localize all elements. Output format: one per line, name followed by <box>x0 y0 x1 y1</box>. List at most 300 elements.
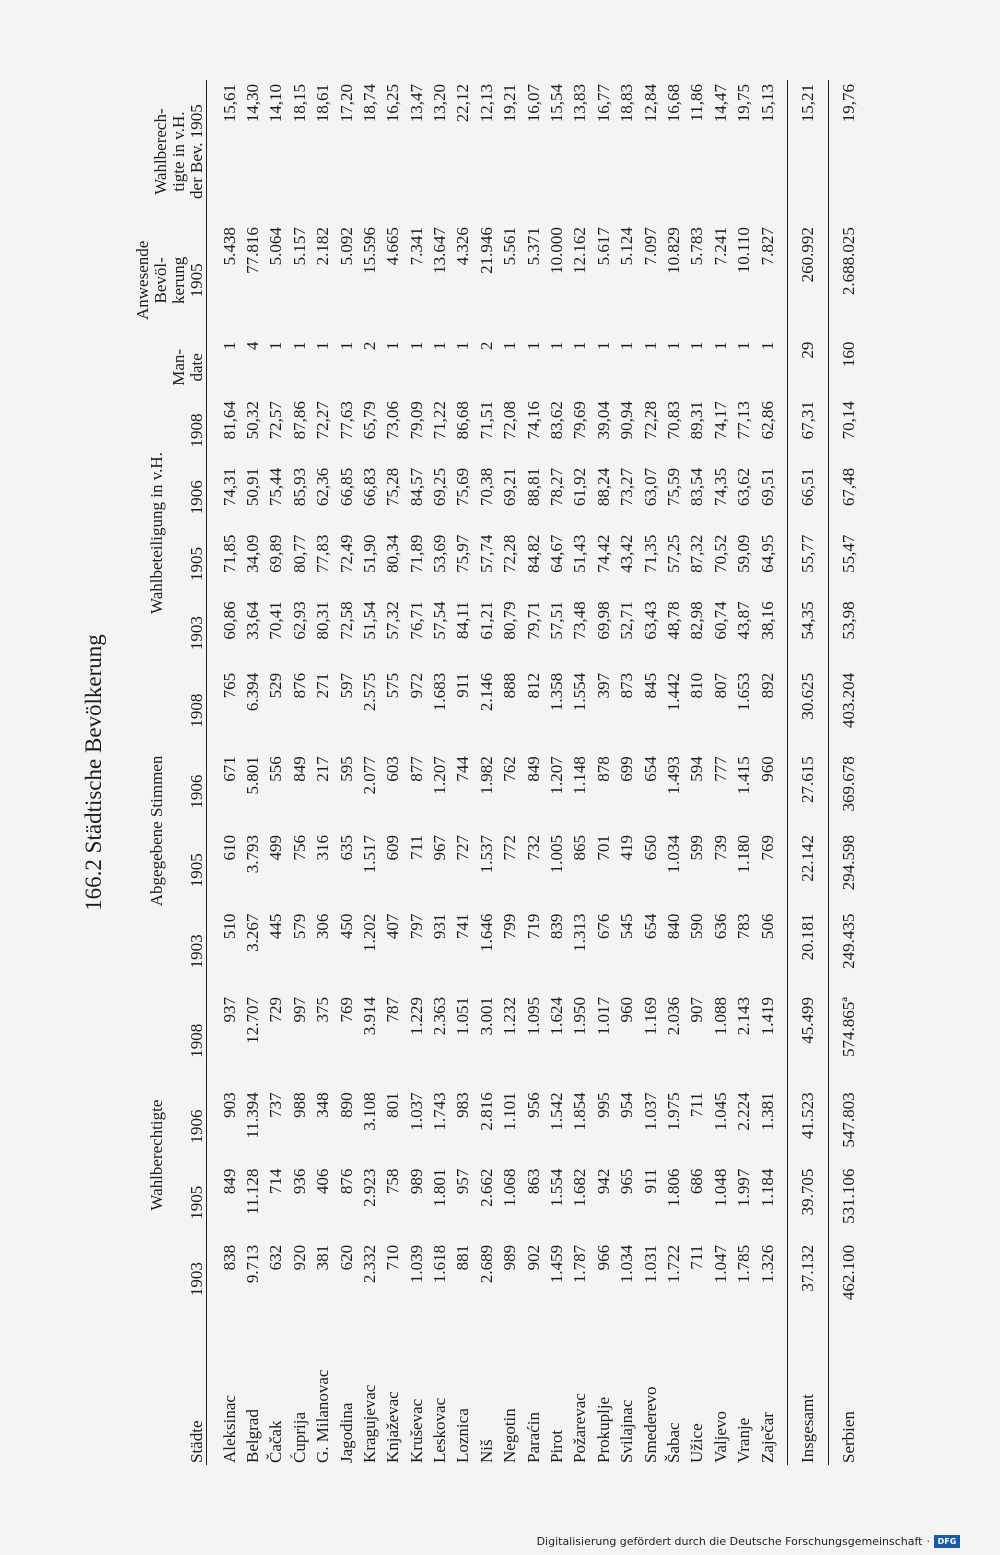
footer-separator: · <box>926 1535 930 1548</box>
wahlberechtigte-cell: 965 <box>617 1168 637 1195</box>
bevoelkerung-cell: 5.561 <box>500 227 520 266</box>
wahlberechtigte-cell: 787 <box>383 997 403 1023</box>
wahlberech-pct-cell: 18,83 <box>617 84 637 123</box>
beteiligung-cell: 62,36 <box>313 467 333 507</box>
wahlberech-pct-cell: 11,86 <box>687 84 707 122</box>
city-name: Pirot <box>547 1429 567 1463</box>
bevoelkerung-cell: 2.688.025 <box>839 227 859 296</box>
wahlberechtigte-cell: 903 <box>219 1092 239 1118</box>
stimmen-cell: 849 <box>523 756 543 782</box>
city-name: Aleksinac <box>219 1395 239 1463</box>
stimmen-cell: 3.267 <box>242 913 262 952</box>
wahlberechtigte-cell: 711 <box>687 1092 707 1118</box>
city-name: Knjaževac <box>383 1391 403 1463</box>
beteiligung-cell: 60,86 <box>219 601 239 640</box>
stimmen-cell: 765 <box>219 672 239 699</box>
wahlberechtigte-cell: 729 <box>266 997 286 1023</box>
beteiligung-cell: 33,64 <box>242 601 262 640</box>
beteiligung-cell: 70,52 <box>710 534 730 573</box>
beteiligung-cell: 51,54 <box>359 601 379 640</box>
stimmen-cell: 839 <box>547 913 567 940</box>
wahlberechtigte-cell: 954 <box>617 1092 637 1118</box>
beteiligung-cell: 74,42 <box>593 534 613 573</box>
wahlberechtigte-cell: 1.997 <box>734 1168 754 1207</box>
year-s-1903: 1903 <box>186 934 206 969</box>
bevoelkerung-cell: 7.341 <box>406 227 426 266</box>
stimmen-cell: 22.142 <box>798 834 818 882</box>
wahlberechtigte-cell: 714 <box>266 1168 286 1195</box>
stimmen-cell: 873 <box>617 672 637 699</box>
wahlberechtigte-cell: 1.232 <box>500 997 520 1036</box>
stimmen-cell: 1.683 <box>430 672 450 712</box>
rotated-page <box>75 80 920 1465</box>
table-row <box>662 80 685 1465</box>
wahlberechtigte-cell: 2.036 <box>663 997 683 1036</box>
beteiligung-cell: 87,32 <box>687 534 707 573</box>
beteiligung-cell: 34,09 <box>242 534 262 573</box>
wahlberechtigte-cell: 11.394 <box>242 1092 262 1139</box>
table-row <box>592 80 615 1465</box>
header-abgegebene: Abgegebene Stimmen <box>146 755 166 907</box>
wahlberechtigte-cell: 1.542 <box>547 1092 567 1131</box>
stimmen-cell: 777 <box>710 756 730 782</box>
beteiligung-cell: 64,95 <box>757 534 777 573</box>
beteiligung-cell: 72,28 <box>500 534 520 573</box>
table-row <box>732 80 755 1465</box>
wahlberechtigte-cell: 1.037 <box>640 1092 660 1131</box>
beteiligung-cell: 75,97 <box>453 534 473 573</box>
wahlberechtigte-cell: 710 <box>383 1244 403 1271</box>
stimmen-cell: 877 <box>406 756 426 782</box>
wahlberechtigte-cell: 37.132 <box>798 1244 818 1292</box>
wahlberechtigte-cell: 920 <box>289 1244 309 1271</box>
stimmen-cell: 2.146 <box>476 672 496 712</box>
year-s-1905: 1905 <box>186 853 206 888</box>
wahlberech-pct-cell: 19,76 <box>839 84 859 123</box>
city-name: Čačak <box>266 1420 286 1463</box>
wahlberechtigte-cell: 1.068 <box>500 1168 520 1207</box>
beteiligung-cell: 59,09 <box>734 534 754 573</box>
header-wahlberech-pct <box>133 80 207 223</box>
stimmen-cell: 249.435 <box>839 913 859 969</box>
city-name: G. Milanovac <box>313 1369 333 1463</box>
mandate-cell: 1 <box>593 341 613 351</box>
city-name: Leskovac <box>430 1397 450 1463</box>
stimmen-cell: 769 <box>757 834 777 861</box>
beteiligung-cell: 69,98 <box>593 601 613 640</box>
wahlberechtigte-cell: 902 <box>523 1244 543 1271</box>
beteiligung-cell: 86,68 <box>453 401 473 440</box>
wahlberechtigte-cell: 1.682 <box>570 1168 590 1207</box>
beteiligung-cell: 88,81 <box>523 467 543 507</box>
stimmen-cell: 972 <box>406 672 426 699</box>
beteiligung-cell: 54,35 <box>798 601 818 640</box>
beteiligung-cell: 39,04 <box>593 401 613 440</box>
bevoelkerung-cell: 260.992 <box>798 227 818 283</box>
bevoelkerung-cell: 5.783 <box>687 227 707 266</box>
footer <box>537 1535 960 1548</box>
wahlberechtigte-cell: 1.051 <box>453 997 473 1036</box>
stimmen-cell: 810 <box>687 672 707 699</box>
wahlberechtigte-cell: 462.100 <box>839 1244 859 1301</box>
wahlberechtigte-cell: 2.923 <box>359 1168 379 1207</box>
wahlberechtigte-cell: 1.017 <box>593 997 613 1036</box>
beteiligung-cell: 74,16 <box>523 401 543 440</box>
header-mandate-l1: Man- <box>168 348 188 386</box>
stimmen-cell: 506 <box>757 913 777 940</box>
beteiligung-cell: 76,71 <box>406 601 426 640</box>
beteiligung-cell: 73,27 <box>617 467 637 507</box>
bevoelkerung-cell: 10.110 <box>734 227 754 274</box>
wahlberechtigte-cell: 1.854 <box>570 1092 590 1131</box>
stimmen-cell: 931 <box>430 913 450 940</box>
stimmen-cell: 1.415 <box>734 756 754 795</box>
city-name: Serbien <box>839 1411 859 1463</box>
stimmen-cell: 762 <box>500 756 520 782</box>
mandate-cell: 29 <box>798 341 818 359</box>
beteiligung-cell: 73,06 <box>383 401 403 440</box>
bevoelkerung-cell: 5.064 <box>266 227 286 266</box>
beteiligung-cell: 65,79 <box>359 401 379 440</box>
stimmen-cell: 636 <box>710 913 730 940</box>
stimmen-cell: 369.678 <box>839 756 859 812</box>
table-row <box>521 80 544 1465</box>
table-row <box>381 80 404 1465</box>
beteiligung-cell: 51,90 <box>359 534 379 573</box>
mandate-cell: 2 <box>476 341 496 351</box>
wahlberechtigte-cell: 1.801 <box>430 1168 450 1207</box>
stimmen-cell: 2.575 <box>359 672 379 712</box>
stimmen-cell: 1.493 <box>663 756 683 795</box>
stimmen-cell: 967 <box>430 834 450 861</box>
header-wahlbeteiligung: Wahlbeteiligung in v.H. <box>146 452 166 614</box>
header-wahlberech-l1: Wahlberech- <box>150 108 170 195</box>
beteiligung-cell: 61,21 <box>476 601 496 640</box>
beteiligung-cell: 67,31 <box>798 401 818 440</box>
beteiligung-cell: 72,57 <box>266 401 286 440</box>
beteiligung-cell: 80,79 <box>500 601 520 640</box>
beteiligung-cell: 51,43 <box>570 534 590 573</box>
year-p-1908: 1908 <box>186 413 206 448</box>
mandate-cell: 1 <box>383 341 403 351</box>
wahlberechtigte-cell: 1.722 <box>663 1244 683 1284</box>
year-w-1906: 1906 <box>186 1109 206 1144</box>
bevoelkerung-cell: 5.092 <box>336 227 356 266</box>
beteiligung-cell: 70,38 <box>476 467 496 507</box>
wahlberechtigte-cell: 1.624 <box>547 997 567 1036</box>
mandate-cell: 160 <box>839 341 859 368</box>
mandate-cell: 1 <box>687 341 707 351</box>
wahlberechtigte-cell: 2.363 <box>430 997 450 1036</box>
wahlberech-pct-cell: 16,07 <box>523 84 543 123</box>
wahlberechtigte-cell: 531.106 <box>839 1168 859 1224</box>
wahlberechtigte-cell: 960 <box>617 997 637 1023</box>
stimmen-cell: 756 <box>289 834 309 861</box>
wahlberechtigte-cell: 39.705 <box>798 1168 818 1216</box>
beteiligung-cell: 75,59 <box>663 467 683 507</box>
stimmen-cell: 5.801 <box>242 756 262 795</box>
beteiligung-cell: 69,51 <box>757 467 777 507</box>
stimmen-cell: 876 <box>289 672 309 699</box>
table-row <box>264 80 287 1465</box>
wahlberech-pct-cell: 14,30 <box>242 84 262 123</box>
stimmen-cell: 711 <box>406 834 426 860</box>
wahlberechtigte-cell: 983 <box>453 1092 473 1118</box>
wahlberechtigte-cell: 966 <box>593 1244 613 1271</box>
city-name: Zaječar <box>757 1412 777 1463</box>
mandate-cell: 1 <box>336 341 356 351</box>
wahlberechtigte-cell: 1.037 <box>406 1092 426 1131</box>
wahlberech-pct-cell: 13,83 <box>570 84 590 123</box>
wahlberechtigte-cell: 1.048 <box>710 1168 730 1207</box>
wahlberech-pct-cell: 15,61 <box>219 84 239 123</box>
wahlberechtigte-cell: 942 <box>593 1168 613 1195</box>
wahlberechtigte-cell: 989 <box>500 1244 520 1271</box>
wahlberechtigte-cell: 937 <box>219 997 239 1023</box>
wahlberech-pct-cell: 12,13 <box>476 84 496 123</box>
wahlberechtigte-cell: 1.326 <box>757 1244 777 1284</box>
wahlberech-pct-cell: 14,47 <box>710 84 730 123</box>
stimmen-cell: 772 <box>500 834 520 861</box>
mandate-cell: 4 <box>242 341 262 351</box>
header-wahlberech-l2: tigte in v.H. <box>168 111 188 192</box>
bevoelkerung-cell: 5.124 <box>617 227 637 266</box>
stimmen-cell: 960 <box>757 756 777 782</box>
wahlberech-pct-cell: 16,68 <box>663 84 683 123</box>
stimmen-cell: 719 <box>523 913 543 940</box>
beteiligung-cell: 80,77 <box>289 534 309 573</box>
stimmen-cell: 1.554 <box>570 672 590 712</box>
wahlberechtigte-cell: 1.047 <box>710 1244 730 1284</box>
stimmen-cell: 878 <box>593 756 613 782</box>
stimmen-cell: 744 <box>453 756 473 782</box>
stimmen-cell: 397 <box>593 672 613 699</box>
stimmen-cell: 610 <box>219 834 239 861</box>
beteiligung-cell: 89,31 <box>687 401 707 440</box>
stimmen-cell: 3.793 <box>242 834 262 874</box>
wahlberechtigte-cell: 1.169 <box>640 997 660 1036</box>
city-name: Insgesamt <box>798 1394 818 1463</box>
stimmen-cell: 845 <box>640 672 660 699</box>
beteiligung-cell: 71,51 <box>476 401 496 440</box>
wahlberechtigte-cell: 1.184 <box>757 1168 777 1207</box>
wahlberechtigte-cell: 1.743 <box>430 1092 450 1131</box>
wahlberechtigte-cell: 911 <box>640 1168 660 1194</box>
beteiligung-cell: 73,48 <box>570 601 590 640</box>
wahlberechtigte-cell: 995 <box>593 1092 613 1118</box>
mandate-cell: 1 <box>406 341 426 351</box>
wahlberechtigte-cell: 1.787 <box>570 1244 590 1284</box>
city-name: Požarevac <box>570 1393 590 1463</box>
beteiligung-cell: 80,31 <box>313 601 333 640</box>
stimmen-cell: 545 <box>617 913 637 940</box>
mandate-cell: 1 <box>289 341 309 351</box>
bevoelkerung-cell: 13.647 <box>430 227 450 274</box>
stimmen-cell: 595 <box>336 756 356 782</box>
table-row <box>288 80 311 1465</box>
table-row <box>755 80 787 1465</box>
beteiligung-cell: 48,78 <box>663 601 683 640</box>
beteiligung-cell: 60,74 <box>710 601 730 640</box>
beteiligung-cell: 71,22 <box>430 401 450 440</box>
beteiligung-cell: 72,27 <box>313 401 333 440</box>
dfg-logo: DFG <box>934 1535 960 1548</box>
beteiligung-cell: 75,69 <box>453 467 473 507</box>
table-row <box>709 80 732 1465</box>
beteiligung-cell: 77,63 <box>336 401 356 440</box>
beteiligung-cell: 53,98 <box>839 601 859 640</box>
mandate-cell: 1 <box>500 341 520 351</box>
year-s-1908: 1908 <box>186 693 206 728</box>
table-row <box>568 80 591 1465</box>
stimmen-cell: 635 <box>336 834 356 861</box>
wahlberechtigte-cell: 1.618 <box>430 1244 450 1284</box>
wahlberechtigte-cell: 1.459 <box>547 1244 567 1284</box>
stimmen-cell: 840 <box>663 913 683 940</box>
beteiligung-cell: 79,71 <box>523 601 543 640</box>
wahlberech-pct-cell: 12,84 <box>640 84 660 123</box>
header-anwesende <box>133 223 207 337</box>
beteiligung-cell: 63,07 <box>640 467 660 507</box>
mandate-cell: 1 <box>663 341 683 351</box>
table-row <box>311 80 334 1465</box>
wahlberechtigte-cell: 2.689 <box>476 1244 496 1284</box>
wahlberechtigte-cell: 758 <box>383 1168 403 1195</box>
mandate-cell: 1 <box>453 341 473 351</box>
table-container <box>133 80 920 1465</box>
beteiligung-cell: 55,77 <box>798 534 818 573</box>
wahlberechtigte-cell: 849 <box>219 1168 239 1195</box>
city-name: Kruševac <box>406 1398 426 1463</box>
year-p-1906: 1906 <box>186 480 206 515</box>
table-row <box>405 80 428 1465</box>
city-name: Smederevo <box>640 1386 660 1463</box>
stimmen-cell: 732 <box>523 834 543 861</box>
wahlberechtigte-cell: 956 <box>523 1092 543 1118</box>
stimmen-cell: 579 <box>289 913 309 940</box>
city-name: Negotin <box>500 1408 520 1463</box>
wahlberechtigte-cell: 957 <box>453 1168 473 1195</box>
beteiligung-cell: 71,85 <box>219 534 239 573</box>
table-row <box>475 80 498 1465</box>
mandate-cell: 1 <box>547 341 567 351</box>
city-name: Belgrad <box>242 1409 262 1463</box>
stimmen-cell: 812 <box>523 672 543 699</box>
page-title: 166.2 Städtische Bevölkerung <box>81 634 106 911</box>
beteiligung-cell: 75,44 <box>266 467 286 507</box>
beteiligung-cell: 72,08 <box>500 401 520 440</box>
wahlberechtigte-cell: 1.554 <box>547 1168 567 1207</box>
wahlberechtigte-cell: 1.039 <box>406 1244 426 1284</box>
stimmen-cell: 575 <box>383 672 403 699</box>
beteiligung-cell: 38,16 <box>757 601 777 640</box>
table-row <box>787 80 828 1465</box>
wahlberechtigte-cell: 381 <box>313 1244 333 1271</box>
stimmen-cell: 499 <box>266 834 286 861</box>
stimmen-cell: 739 <box>710 834 730 861</box>
wahlberechtigte-cell: 9.713 <box>242 1244 262 1284</box>
table-row <box>334 80 357 1465</box>
wahlberechtigte-cell: 1.975 <box>663 1092 683 1131</box>
bevoelkerung-cell: 7.827 <box>757 227 777 266</box>
stimmen-cell: 217 <box>313 756 333 782</box>
wahlberechtigte-cell: 547.803 <box>839 1092 859 1148</box>
wahlberechtigte-cell: 2.816 <box>476 1092 496 1131</box>
beteiligung-cell: 57,74 <box>476 534 496 573</box>
beteiligung-cell: 84,57 <box>406 467 426 507</box>
stimmen-cell: 1.034 <box>663 834 683 874</box>
bevoelkerung-cell: 7.241 <box>710 227 730 266</box>
wahlberech-pct-cell: 18,15 <box>289 84 309 123</box>
stimmen-cell: 676 <box>593 913 613 940</box>
stimmen-cell: 419 <box>617 834 637 861</box>
wahlberech-pct-cell: 19,75 <box>734 84 754 123</box>
wahlberechtigte-cell: 1.088 <box>710 997 730 1036</box>
beteiligung-cell: 66,51 <box>798 467 818 507</box>
wahlberechtigte-cell: 2.143 <box>734 997 754 1036</box>
city-name: Loznica <box>453 1408 473 1463</box>
wahlberech-pct-cell: 22,12 <box>453 84 473 123</box>
stimmen-cell: 1.442 <box>663 672 683 712</box>
year-w-1903: 1903 <box>186 1262 206 1297</box>
bevoelkerung-cell: 5.371 <box>523 227 543 266</box>
city-name: Prokuplje <box>593 1396 613 1463</box>
city-name: Kragujevac <box>359 1384 379 1463</box>
stimmen-cell: 599 <box>687 834 707 861</box>
wahlberechtigte-cell: 620 <box>336 1244 356 1271</box>
year-p-1903: 1903 <box>186 616 206 651</box>
table-row <box>451 80 474 1465</box>
stimmen-cell: 892 <box>757 672 777 699</box>
bevoelkerung-cell: 21.946 <box>476 227 496 274</box>
wahlberechtigte-cell: 45.499 <box>798 997 818 1044</box>
beteiligung-cell: 50,91 <box>242 467 262 507</box>
beteiligung-cell: 61,92 <box>570 467 590 507</box>
wahlberechtigte-cell: 988 <box>289 1092 309 1118</box>
beteiligung-cell: 81,64 <box>219 401 239 440</box>
wahlberech-pct-cell: 14,10 <box>266 84 286 123</box>
city-name: Svilajnac <box>617 1399 637 1463</box>
beteiligung-cell: 62,86 <box>757 401 777 440</box>
mandate-cell: 1 <box>640 341 660 351</box>
mandate-cell: 1 <box>757 341 777 351</box>
mandate-cell: 1 <box>219 341 239 351</box>
beteiligung-cell: 70,41 <box>266 601 286 640</box>
beteiligung-cell: 69,25 <box>430 467 450 507</box>
wahlberech-pct-cell: 15,13 <box>757 84 777 123</box>
beteiligung-cell: 70,83 <box>663 401 683 440</box>
mandate-cell: 1 <box>617 341 637 351</box>
wahlberechtigte-cell: 838 <box>219 1244 239 1271</box>
wahlberechtigte-cell: 1.031 <box>640 1244 660 1284</box>
beteiligung-cell: 90,94 <box>617 401 637 440</box>
stimmen-cell: 316 <box>313 834 333 861</box>
beteiligung-cell: 79,69 <box>570 401 590 440</box>
wahlberechtigte-cell: 737 <box>266 1092 286 1118</box>
stimmen-cell: 403.204 <box>839 672 859 729</box>
wahlberechtigte-cell: 1.045 <box>710 1092 730 1131</box>
stimmen-cell: 1.313 <box>570 913 590 952</box>
wahlberechtigte-cell: 12.707 <box>242 997 262 1044</box>
stimmen-cell: 294.598 <box>839 834 859 891</box>
header-mandate <box>133 338 207 398</box>
beteiligung-cell: 57,25 <box>663 534 683 573</box>
header-mandate-l2: date <box>186 353 206 382</box>
stimmen-cell: 590 <box>687 913 707 940</box>
wahlberech-pct-cell: 13,20 <box>430 84 450 123</box>
beteiligung-cell: 69,89 <box>266 534 286 573</box>
beteiligung-cell: 85,93 <box>289 467 309 507</box>
